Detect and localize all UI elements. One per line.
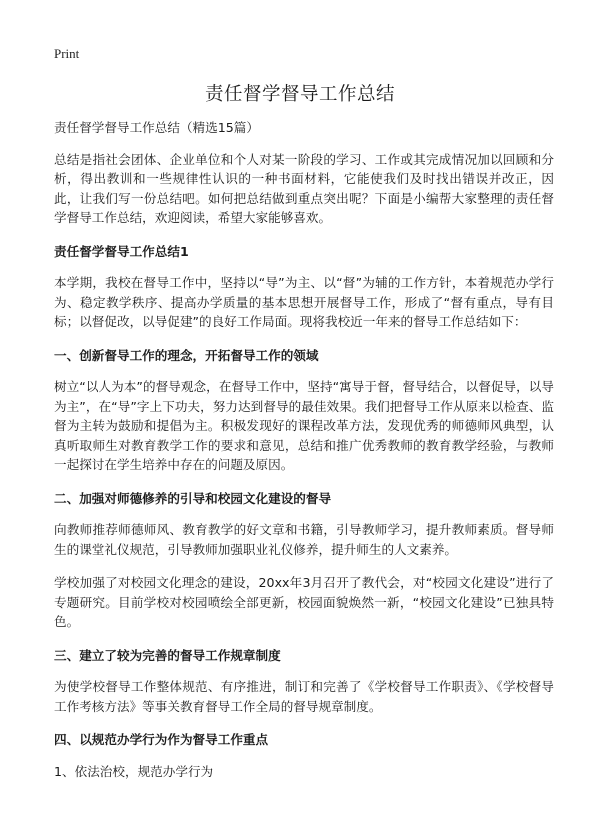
section-heading: 一、创新督导工作的理念，开拓督导工作的领域 — [54, 347, 319, 363]
section-heading: 四、以规范办学行为作为督导工作重点 — [54, 732, 269, 747]
intro-paragraph: 总结是指社会团体、企业单位和个人对某一阶段的学习、工作或其完成情况加以回顾和分析，得出教训和一些规律性认识的一种书面材料，它能使我们及时找出错误并改正，因此，让我们写一份总结吧。如何把总结做到重点突出呢？下面是小编帮大家整理的责任督学督导工作总结，欢迎阅读，希望大家能够喜欢。 — [54, 151, 554, 225]
section-paragraph: 向教师推荐师德师风、教育教学的好文章和书籍，引导教师学习，提升教师素质。督导师生的课堂礼仪规范，引导教师加强职业礼仪修养，提升师生的人文素养。 — [54, 522, 554, 557]
article-intro-paragraph: 本学期，我校在督导工作中，坚持以“导”为主、以“督”为辅的工作方针，本着规范办学行为、稳定教学秩序、提高办学质量的基本思想开展督导工作，形成了“督有重点，导有目标；以督促改，以导促建”的良好工作局面。现将我校近一年来的督导工作总结如下： — [54, 275, 554, 329]
section-paragraph: 树立“以人为本”的督导观念，在督导工作中，坚持“寓导于督，督导结合，以督促导，以导为主”，在“导”字上下功夫，努力达到督导的最佳效果。我们把督导工作从原来以检查、监督为主转为鼓励和提倡为主。积极发现好的课程改革方法，发现优秀的师德师风典型，认真听取师生对教育教学工作的要求和意见，总结和推广优秀教师的教育教学经验，与教师一起探讨在学生培养中存在的问题及原因。 — [54, 379, 554, 472]
section-heading: 二、加强对师德修养的引导和校园文化建设的督导 — [54, 490, 332, 506]
print-link[interactable]: Print — [54, 46, 80, 61]
section-paragraph: 1、依法治校，规范办学行为 — [54, 763, 214, 779]
page-title: 责任督学督导工作总结 — [204, 84, 395, 105]
document-body — [54, 118, 554, 781]
article-heading: 责任督学督导工作总结1 — [54, 243, 189, 259]
section-paragraph: 为使学校督导工作整体规范、有序推进，制订和完善了《学校督导工作职责》、《学校督导工作考核方法》等事关教育督导工作全局的督导规章制度。 — [54, 679, 554, 714]
document-subtitle: 责任督学督导工作总结（精选15篇） — [54, 120, 259, 135]
section-heading: 三、建立了较为完善的督导工作规章制度 — [54, 647, 281, 663]
section-paragraph: 学校加强了对校园文化理念的建设，20xx年3月召开了教代会，对“校园文化建设”进行了专题研究。目前学校对校园喷绘全部更新，校园面貌焕然一新，“校园文化建设”已独具特色。 — [54, 575, 554, 629]
